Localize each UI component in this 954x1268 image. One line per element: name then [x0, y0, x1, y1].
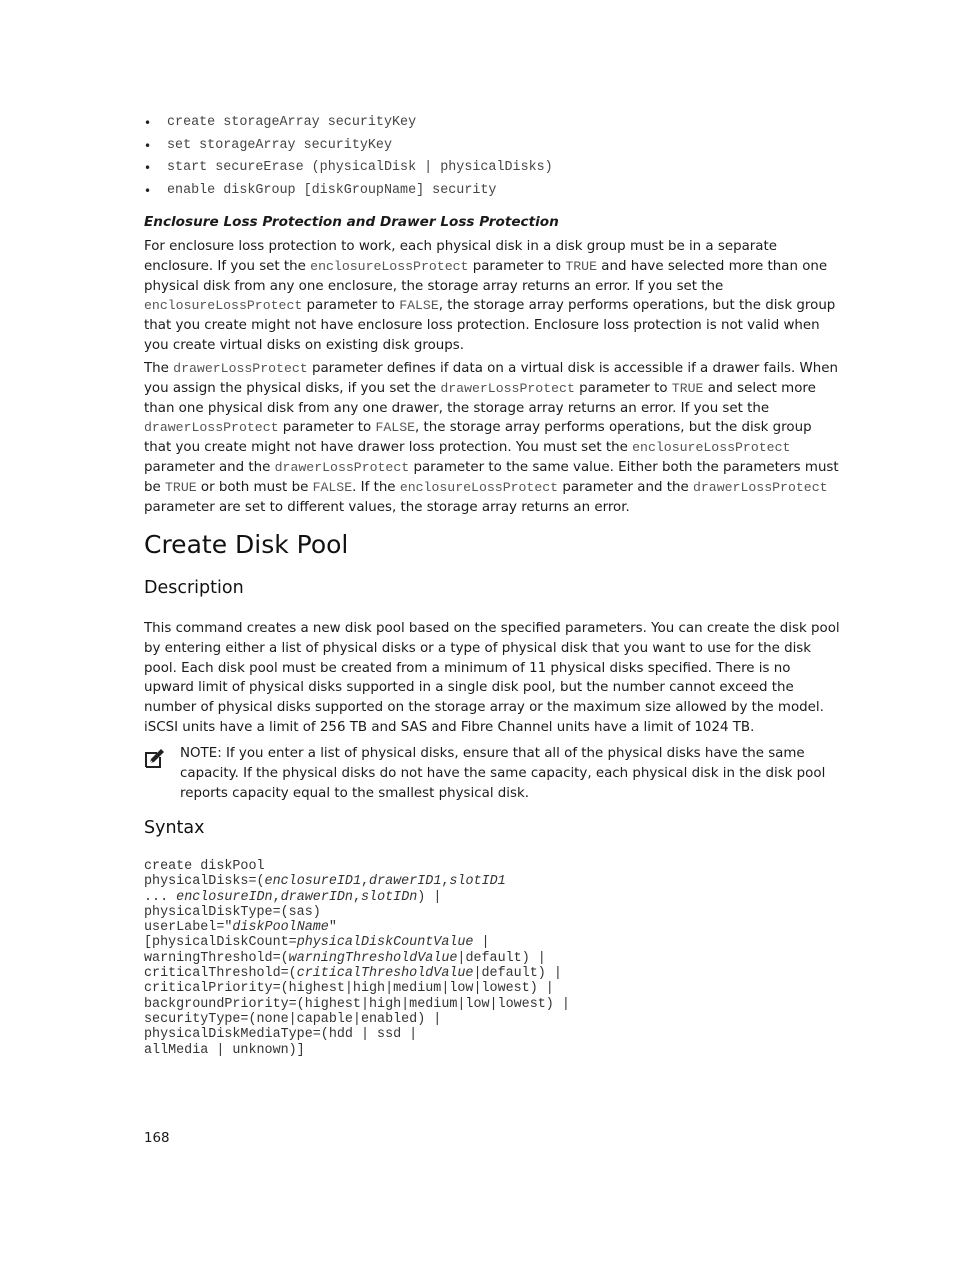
text-run: , the storage array performs operations, but the disk group that you create might not have drawer loss protection. You must set the [144, 420, 812, 456]
bullet-icon: • [144, 161, 152, 176]
code-text: ... [144, 889, 177, 905]
text-run: , the storage array performs operations, but the disk group that you create might not have enclosure loss protection. Enclosure loss protection is not valid when you create virtual disks on existing disk groups. [144, 298, 836, 353]
code-placeholder: slotIDn [361, 889, 418, 905]
note-label: NOTE: [180, 746, 222, 761]
inline-code: enclosureLossProtect [310, 258, 469, 274]
text-run: parameter and the [558, 479, 693, 495]
code-line [144, 966, 562, 981]
code-placeholder: enclosureID1 [264, 874, 361, 890]
inline-code: drawerLossProtect [440, 380, 575, 396]
inline-code: drawerLossProtect [173, 361, 308, 376]
inline-code: drawerLossProtect [144, 420, 279, 436]
code-text: , [352, 889, 362, 905]
text-run: parameter defines if data on a virtual disk is accessible if a drawer fails. When you assign the physical disks, if you set the [144, 361, 838, 396]
code-text: , [441, 874, 450, 890]
code-line [144, 905, 321, 920]
text-run: parameter are set to different values, the storage array returns an error. [144, 499, 630, 515]
code-placeholder: drawerID1 [369, 874, 442, 890]
code-line [144, 1027, 417, 1042]
syntax-code-block [144, 859, 570, 1058]
text-run: and have selected more than one physical disk from any one enclosure, the storage array returns an error. If you set the [144, 258, 828, 294]
code-line [144, 935, 490, 950]
enclosure-loss-heading: Enclosure Loss Protection and Drawer Loss Protection [144, 214, 559, 230]
bullet-icon: • [144, 116, 152, 130]
syntax-heading: Syntax [144, 818, 205, 838]
code-text: physicalDiskType=(sas) [144, 904, 321, 920]
code-text: criticalPriority=(highest|high|medium|low|lowest) | [144, 981, 554, 997]
code-line [144, 981, 554, 996]
code-text: physicalDisks=( [144, 874, 265, 890]
inline-code: enclosureLossProtect [399, 479, 559, 495]
code-text: [physicalDiskCount= [144, 935, 297, 951]
text-run: . If the [352, 479, 400, 495]
inline-code: FALSE [375, 420, 416, 436]
code-text: " [328, 920, 337, 936]
bullet-icon: • [144, 184, 152, 199]
enclosure-paragraph [144, 237, 839, 356]
inline-code: FALSE [399, 298, 439, 314]
drawer-paragraph [144, 359, 839, 517]
text-run: parameter to [574, 380, 672, 396]
inline-code: TRUE [565, 258, 598, 274]
inline-code: TRUE [671, 380, 704, 396]
code-line [144, 874, 506, 889]
list-item: • set storageArray securityKey [144, 136, 553, 159]
code-text: , [360, 874, 370, 890]
code-text: warningThreshold=( [144, 950, 289, 966]
code-text: userLabel=" [144, 920, 233, 936]
list-item: • start secureErase (physicalDisk | physicalDisks) [144, 158, 553, 181]
note-body: If you enter a list of physical disks, ensure that all of the physical disks have the same capacity. If the physical disks do not have the same capacity, each physical disk in the disk pool reports capacity equal to the smallest physical disk. [180, 746, 826, 801]
page-number: 168 [144, 1131, 170, 1146]
pencil-note-icon [144, 748, 165, 769]
text-run: or both must be [196, 479, 313, 495]
inline-code: drawerLossProtect [692, 479, 828, 495]
code-text: criticalThreshold=( [144, 966, 297, 982]
code-text: |default) | [473, 966, 562, 982]
inline-code: enclosureLossProtect [632, 440, 791, 456]
code-text: physicalDiskMediaType=(hdd | ssd | [144, 1027, 418, 1043]
bullet-icon: • [144, 138, 152, 153]
code-text: | [473, 935, 490, 951]
code-text: , [272, 889, 281, 905]
inline-code: TRUE [165, 479, 197, 495]
code-line [144, 920, 337, 935]
code-line [144, 1043, 305, 1058]
text-run: The [144, 361, 174, 376]
code-placeholder: physicalDiskCountValue [296, 935, 474, 951]
text-run: parameter to [468, 258, 566, 274]
code-text: securityType=(none|capable|enabled) | [144, 1011, 442, 1027]
page-title: Create Disk Pool [144, 530, 349, 559]
code-placeholder: diskPoolName [232, 920, 329, 936]
inline-code: drawerLossProtect [274, 459, 410, 475]
code-line [144, 890, 441, 905]
note-text [180, 744, 830, 803]
list-item: • enable diskGroup [diskGroupName] security [144, 181, 553, 204]
code-line [144, 859, 265, 874]
code-text: create diskPool [144, 859, 265, 874]
text-run: For enclosure loss protection to work, each physical disk in a disk group must be in a separate enclosure. If you set the [144, 239, 777, 274]
code-text: backgroundPriority=(highest|high|medium|low|lowest) | [144, 996, 570, 1012]
code-text: ) | [417, 889, 442, 905]
code-placeholder: enclosureIDn [176, 889, 273, 905]
list-item: • create storageArray securityKey [144, 113, 553, 136]
text-run: parameter to [302, 298, 400, 314]
code-line [144, 951, 546, 966]
inline-code: FALSE [312, 479, 353, 495]
code-line [144, 997, 570, 1012]
description-paragraph: This command creates a new disk pool based on the specified parameters. You can create the disk pool by entering either a list of physical disks or a type of physical disk that you want to use for the disk pool. Each disk pool must be created from a minimum of 11 physical disks specified. There is no upward limit of physical disks supported in a single disk pool, but the number cannot exceed the number of physical disks supported on the storage array or the maximum size allowed by the model. iSCSI units have a limit of 256 TB and SAS and Fibre Channel units have a limit of 1024 TB. [144, 621, 840, 735]
command-list [144, 113, 553, 204]
description-heading: Description [144, 578, 244, 598]
code-line [144, 1012, 441, 1027]
text-run: parameter to [278, 420, 376, 436]
code-placeholder: criticalThresholdValue [296, 966, 474, 982]
text-run: parameter and the [144, 459, 275, 475]
code-placeholder: drawerIDn [280, 889, 353, 905]
inline-code: enclosureLossProtect [144, 298, 303, 314]
text-run: and select more than one physical disk from any one drawer, the storage array returns an error. If you set the [144, 380, 816, 416]
code-placeholder: warningThresholdValue [288, 950, 458, 966]
code-placeholder: slotID1 [449, 874, 506, 890]
text-run: parameter to the same value. Either both the parameters must be [144, 459, 839, 495]
code-text: allMedia | unknown)] [144, 1042, 305, 1058]
code-text: |default) | [457, 950, 546, 966]
